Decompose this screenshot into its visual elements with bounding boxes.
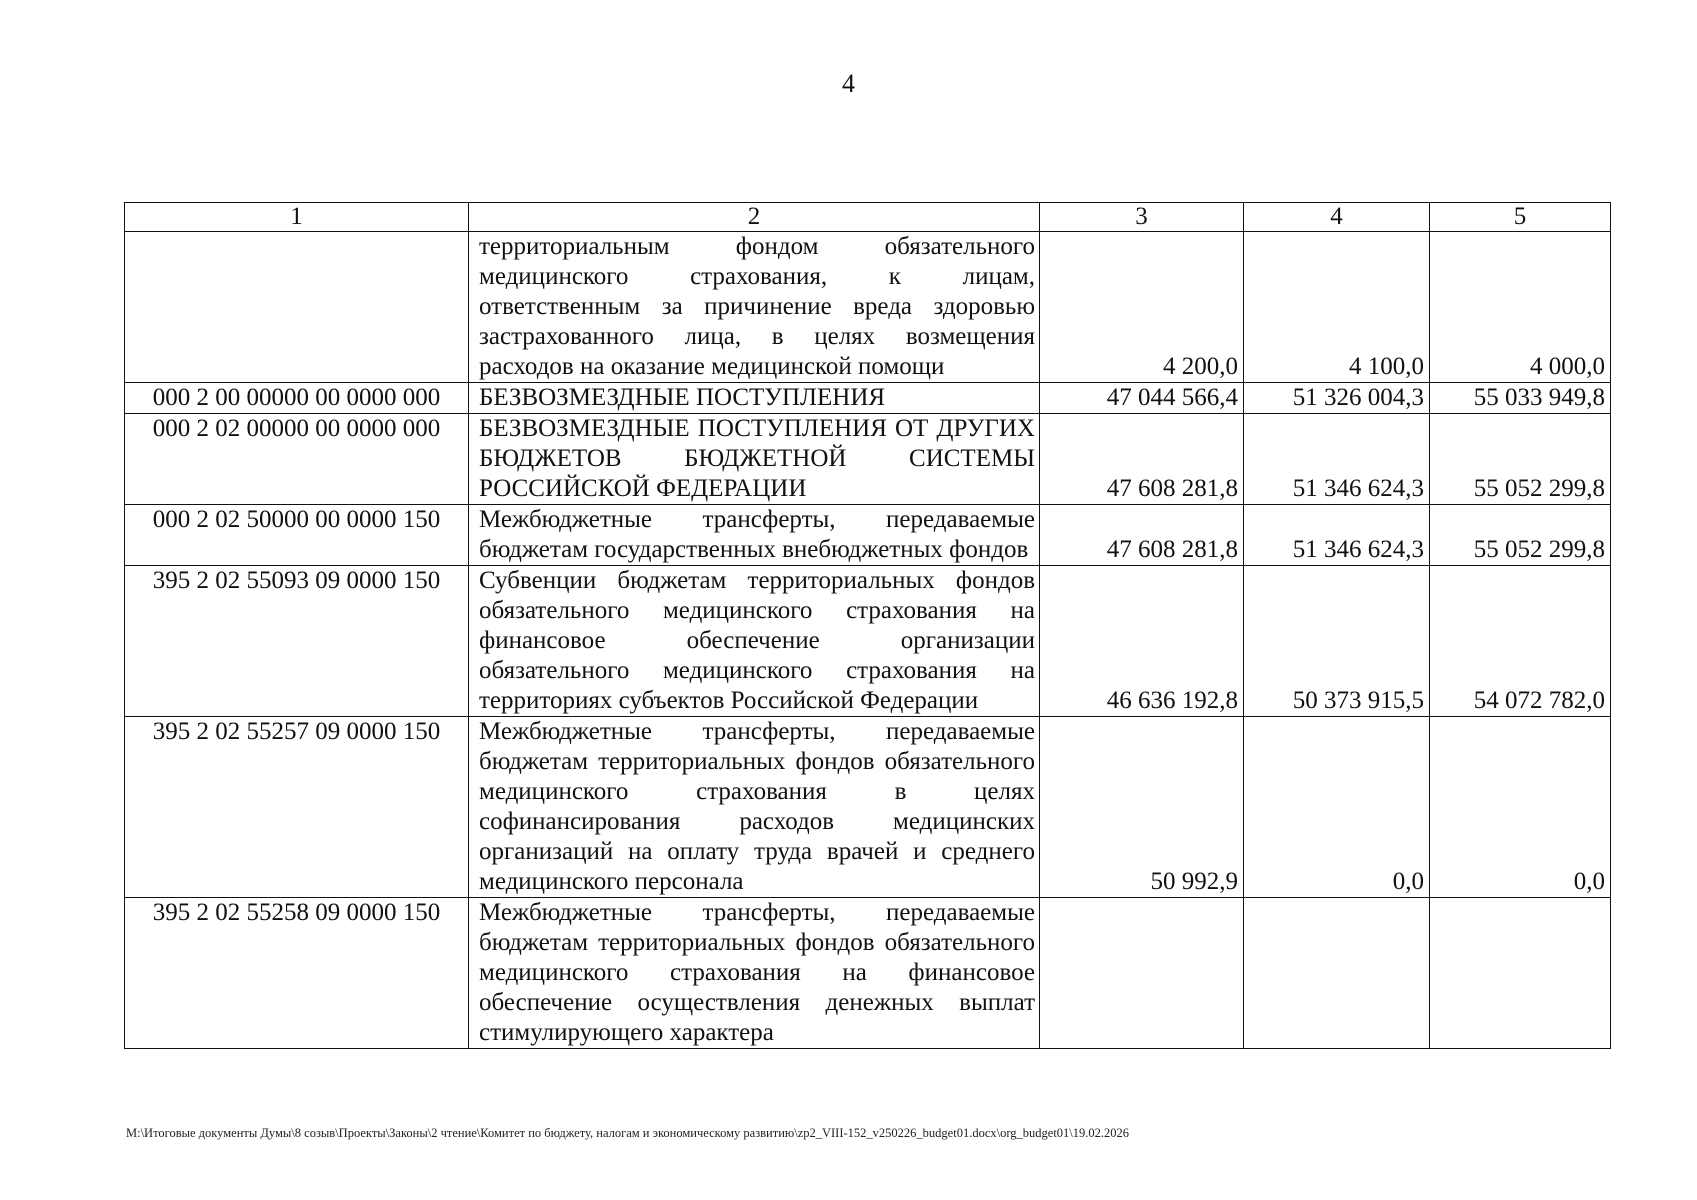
row-value-col5: 0,0 — [1430, 717, 1611, 898]
row-code: 395 2 02 55258 09 0000 150 — [125, 898, 469, 1049]
row-code: 000 2 00 00000 00 0000 000 — [125, 383, 469, 414]
row-description-text: БЕЗВОЗМЕЗДНЫЕ ПОСТУПЛЕНИЯ ОТ ДРУГИХ БЮДЖЕТОВ БЮДЖЕТНОЙ СИСТЕМЫ РОССИЙСКОЙ ФЕДЕРАЦИИ — [479, 415, 1035, 502]
row-code: 395 2 02 55093 09 0000 150 — [125, 566, 469, 717]
table-row — [125, 232, 1611, 383]
footer-file-path: M:\Итоговые документы Думы\8 созыв\Проекты\Законы\2 чтение\Комитет по бюджету, налогам и экономическому развитию\zp2_VIII-152_v250226_budget01.docx\org_budget01\19.02.2026 — [126, 1126, 1130, 1140]
row-description-text: Межбюджетные трансферты, передаваемые бюджетам государственных внебюджетных фондов — [479, 506, 1035, 563]
row-description — [469, 232, 1040, 383]
row-value-col3: 50 992,9 — [1040, 717, 1244, 898]
row-value-col3: 46 636 192,8 — [1040, 566, 1244, 717]
row-value-col5: 54 072 782,0 — [1430, 566, 1611, 717]
table-header-row — [125, 203, 1611, 232]
row-code: 395 2 02 55257 09 0000 150 — [125, 717, 469, 898]
row-description-text: территориальным фондом обязательного медицинского страхования, к лицам, ответственным за причинение вреда здоровью застрахованного лица, в целях возмещения расходов на оказание медицинской помощи — [479, 233, 1035, 380]
column-header-1: 1 — [125, 203, 469, 232]
row-value-col4: 50 373 915,5 — [1244, 566, 1430, 717]
row-value-col5: 55 033 949,8 — [1430, 383, 1611, 414]
row-value-col5 — [1430, 898, 1611, 1049]
row-code: 000 2 02 50000 00 0000 150 — [125, 505, 469, 566]
column-header-3: 3 — [1040, 203, 1244, 232]
row-value-col3: 4 200,0 — [1040, 232, 1244, 383]
table-row — [125, 717, 1611, 898]
row-value-col3: 47 608 281,8 — [1040, 505, 1244, 566]
table-row — [125, 898, 1611, 1049]
row-description — [469, 383, 1040, 414]
row-value-col3 — [1040, 898, 1244, 1049]
row-description — [469, 717, 1040, 898]
row-value-col4: 51 326 004,3 — [1244, 383, 1430, 414]
row-value-col5: 4 000,0 — [1430, 232, 1611, 383]
row-value-col5: 55 052 299,8 — [1430, 505, 1611, 566]
column-header-2: 2 — [469, 203, 1040, 232]
row-description-text: Субвенции бюджетам территориальных фондов обязательного медицинского страхования на финансовое обеспечение организации обязательного медицинского страхования на территориях субъектов Российской Федерации — [479, 567, 1035, 714]
row-description-text: БЕЗВОЗМЕЗДНЫЕ ПОСТУПЛЕНИЯ — [479, 384, 886, 411]
row-value-col3: 47 608 281,8 — [1040, 414, 1244, 505]
row-value-col4: 51 346 624,3 — [1244, 414, 1430, 505]
row-description — [469, 566, 1040, 717]
table-row — [125, 505, 1611, 566]
row-description-text: Межбюджетные трансферты, передаваемые бюджетам территориальных фондов обязательного медицинского страхования на финансовое обеспечение осуществления денежных выплат стимулирующего характера — [479, 899, 1035, 1046]
row-description-text: Межбюджетные трансферты, передаваемые бюджетам территориальных фондов обязательного медицинского страхования в целях софинансирования расходов медицинских организаций на оплату труда врачей и среднего медицинского персонала — [479, 718, 1035, 895]
row-value-col4: 51 346 624,3 — [1244, 505, 1430, 566]
column-header-5: 5 — [1430, 203, 1611, 232]
row-value-col3: 47 044 566,4 — [1040, 383, 1244, 414]
row-code: 000 2 02 00000 00 0000 000 — [125, 414, 469, 505]
row-description — [469, 898, 1040, 1049]
row-description — [469, 414, 1040, 505]
table-row — [125, 414, 1611, 505]
table-row — [125, 566, 1611, 717]
row-value-col5: 55 052 299,8 — [1430, 414, 1611, 505]
column-header-4: 4 — [1244, 203, 1430, 232]
page-number: 4 — [842, 69, 855, 98]
row-description — [469, 505, 1040, 566]
row-code — [125, 232, 469, 383]
table-row — [125, 383, 1611, 414]
row-value-col4: 0,0 — [1244, 717, 1430, 898]
row-value-col4: 4 100,0 — [1244, 232, 1430, 383]
budget-table — [124, 202, 1611, 1049]
row-value-col4 — [1244, 898, 1430, 1049]
